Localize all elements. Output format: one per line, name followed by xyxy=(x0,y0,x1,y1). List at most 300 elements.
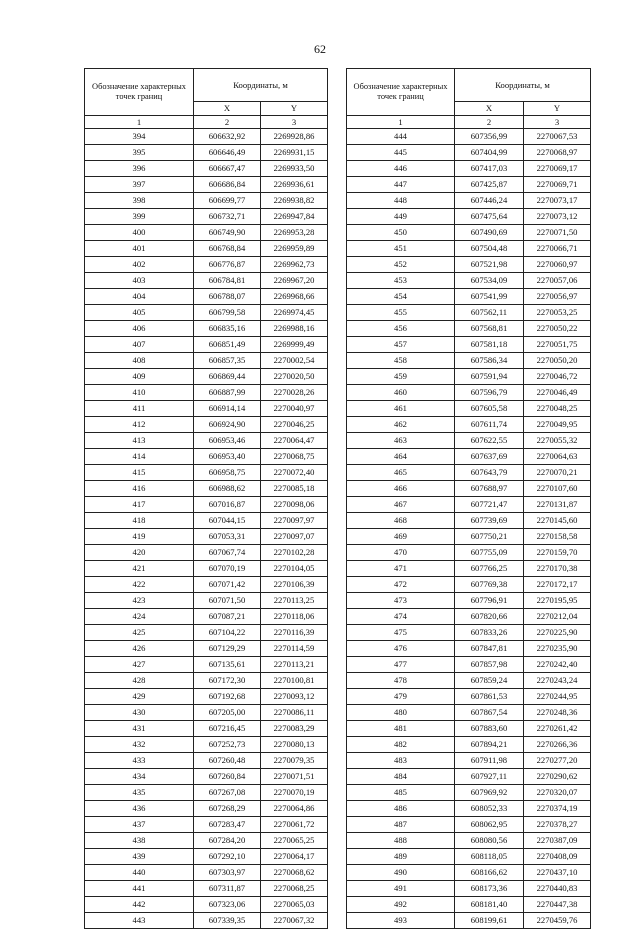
table-row xyxy=(347,737,591,753)
point-number-cell: 474 xyxy=(347,609,455,625)
table-row xyxy=(85,545,328,561)
point-number-cell: 439 xyxy=(85,849,194,865)
table-row xyxy=(85,305,328,321)
point-number-cell: 478 xyxy=(347,673,455,689)
x-coordinate-cell: 607883,60 xyxy=(455,721,524,737)
table-row xyxy=(85,625,328,641)
x-coordinate-cell: 608199,61 xyxy=(455,913,524,929)
table-row xyxy=(85,673,328,689)
y-coordinate-cell: 2270080,13 xyxy=(261,737,328,753)
point-number-cell: 409 xyxy=(85,369,194,385)
x-coordinate-cell: 607071,50 xyxy=(194,593,261,609)
table-row xyxy=(347,513,591,529)
y-coordinate-cell: 2270020,50 xyxy=(261,369,328,385)
table-row xyxy=(85,817,328,833)
point-number-cell: 442 xyxy=(85,897,194,913)
point-number-cell: 488 xyxy=(347,833,455,849)
x-coordinate-cell: 607766,25 xyxy=(455,561,524,577)
table-row xyxy=(347,449,591,465)
x-coordinate-cell: 607622,55 xyxy=(455,433,524,449)
y-coordinate-cell: 2270172,17 xyxy=(524,577,591,593)
point-number-cell: 473 xyxy=(347,593,455,609)
table-row xyxy=(347,337,591,353)
x-coordinate-cell: 606857,35 xyxy=(194,353,261,369)
header-point-designation: Обозначение характерных точек границ xyxy=(347,69,455,116)
y-coordinate-cell: 2269953,28 xyxy=(261,225,328,241)
y-coordinate-cell: 2269931,15 xyxy=(261,145,328,161)
table-row xyxy=(85,257,328,273)
table-row xyxy=(347,257,591,273)
y-coordinate-cell: 2269968,66 xyxy=(261,289,328,305)
point-number-cell: 419 xyxy=(85,529,194,545)
point-number-cell: 407 xyxy=(85,337,194,353)
y-coordinate-cell: 2270055,32 xyxy=(524,433,591,449)
y-coordinate-cell: 2270040,97 xyxy=(261,401,328,417)
x-coordinate-cell: 606732,71 xyxy=(194,209,261,225)
point-number-cell: 463 xyxy=(347,433,455,449)
point-number-cell: 491 xyxy=(347,881,455,897)
point-number-cell: 461 xyxy=(347,401,455,417)
y-coordinate-cell: 2269962,73 xyxy=(261,257,328,273)
x-coordinate-cell: 608118,05 xyxy=(455,849,524,865)
table-row xyxy=(347,561,591,577)
y-coordinate-cell: 2269974,45 xyxy=(261,305,328,321)
point-number-cell: 441 xyxy=(85,881,194,897)
y-coordinate-cell: 2270459,76 xyxy=(524,913,591,929)
table-row xyxy=(347,161,591,177)
point-number-cell: 476 xyxy=(347,641,455,657)
x-coordinate-cell: 607044,15 xyxy=(194,513,261,529)
y-coordinate-cell: 2270097,97 xyxy=(261,513,328,529)
table-row xyxy=(85,785,328,801)
point-number-cell: 436 xyxy=(85,801,194,817)
x-coordinate-cell: 607562,11 xyxy=(455,305,524,321)
table-row xyxy=(347,385,591,401)
point-number-cell: 422 xyxy=(85,577,194,593)
y-coordinate-cell: 2270104,05 xyxy=(261,561,328,577)
x-coordinate-cell: 607861,53 xyxy=(455,689,524,705)
header-coordinates: Координаты, м xyxy=(455,69,591,102)
y-coordinate-cell: 2270002,54 xyxy=(261,353,328,369)
table-row xyxy=(347,593,591,609)
x-coordinate-cell: 607739,69 xyxy=(455,513,524,529)
y-coordinate-cell: 2270068,75 xyxy=(261,449,328,465)
y-coordinate-cell: 2270145,60 xyxy=(524,513,591,529)
x-coordinate-cell: 607521,98 xyxy=(455,257,524,273)
point-number-cell: 448 xyxy=(347,193,455,209)
table-row xyxy=(347,849,591,865)
x-coordinate-cell: 607643,79 xyxy=(455,465,524,481)
point-number-cell: 453 xyxy=(347,273,455,289)
table-row xyxy=(85,241,328,257)
y-coordinate-cell: 2270070,21 xyxy=(524,465,591,481)
y-coordinate-cell: 2270067,32 xyxy=(261,913,328,929)
x-coordinate-cell: 606914,14 xyxy=(194,401,261,417)
y-coordinate-cell: 2269959,89 xyxy=(261,241,328,257)
point-number-cell: 430 xyxy=(85,705,194,721)
y-coordinate-cell: 2270060,97 xyxy=(524,257,591,273)
point-number-cell: 404 xyxy=(85,289,194,305)
point-number-cell: 462 xyxy=(347,417,455,433)
x-coordinate-cell: 606788,07 xyxy=(194,289,261,305)
header-y: Y xyxy=(261,102,328,116)
x-coordinate-cell: 606646,49 xyxy=(194,145,261,161)
table-row xyxy=(85,129,328,145)
table-row xyxy=(85,609,328,625)
y-coordinate-cell: 2270243,24 xyxy=(524,673,591,689)
x-coordinate-cell: 607688,97 xyxy=(455,481,524,497)
y-coordinate-cell: 2270170,38 xyxy=(524,561,591,577)
y-coordinate-cell: 2269988,16 xyxy=(261,321,328,337)
table-row xyxy=(347,369,591,385)
y-coordinate-cell: 2270068,97 xyxy=(524,145,591,161)
y-coordinate-cell: 2270046,72 xyxy=(524,369,591,385)
y-coordinate-cell: 2270079,35 xyxy=(261,753,328,769)
table-row xyxy=(85,913,328,929)
table-row xyxy=(347,785,591,801)
table-row xyxy=(347,481,591,497)
point-number-cell: 408 xyxy=(85,353,194,369)
x-coordinate-cell: 607796,91 xyxy=(455,593,524,609)
point-number-cell: 475 xyxy=(347,625,455,641)
point-number-cell: 440 xyxy=(85,865,194,881)
point-number-cell: 464 xyxy=(347,449,455,465)
x-coordinate-cell: 607252,73 xyxy=(194,737,261,753)
header-x: X xyxy=(455,102,524,116)
point-number-cell: 435 xyxy=(85,785,194,801)
point-number-cell: 396 xyxy=(85,161,194,177)
table-row xyxy=(347,801,591,817)
y-coordinate-cell: 2270071,51 xyxy=(261,769,328,785)
point-number-cell: 427 xyxy=(85,657,194,673)
x-coordinate-cell: 608166,62 xyxy=(455,865,524,881)
y-coordinate-cell: 2270248,36 xyxy=(524,705,591,721)
x-coordinate-cell: 607755,09 xyxy=(455,545,524,561)
x-coordinate-cell: 606686,84 xyxy=(194,177,261,193)
point-number-cell: 444 xyxy=(347,129,455,145)
table-row xyxy=(347,577,591,593)
x-coordinate-cell: 607605,58 xyxy=(455,401,524,417)
point-number-cell: 451 xyxy=(347,241,455,257)
table-row xyxy=(85,737,328,753)
y-coordinate-cell: 2269928,86 xyxy=(261,129,328,145)
point-number-cell: 401 xyxy=(85,241,194,257)
x-coordinate-cell: 607268,29 xyxy=(194,801,261,817)
y-coordinate-cell: 2270158,58 xyxy=(524,529,591,545)
table-row xyxy=(347,417,591,433)
header-col-number-2: 2 xyxy=(194,116,261,129)
table-row xyxy=(347,833,591,849)
x-coordinate-cell: 607339,35 xyxy=(194,913,261,929)
y-coordinate-cell: 2270212,04 xyxy=(524,609,591,625)
y-coordinate-cell: 2270097,07 xyxy=(261,529,328,545)
x-coordinate-cell: 607911,98 xyxy=(455,753,524,769)
point-number-cell: 446 xyxy=(347,161,455,177)
point-number-cell: 445 xyxy=(347,145,455,161)
x-coordinate-cell: 607611,74 xyxy=(455,417,524,433)
y-coordinate-cell: 2270093,12 xyxy=(261,689,328,705)
y-coordinate-cell: 2270066,71 xyxy=(524,241,591,257)
table-row xyxy=(85,385,328,401)
y-coordinate-cell: 2270277,20 xyxy=(524,753,591,769)
x-coordinate-cell: 607303,97 xyxy=(194,865,261,881)
point-number-cell: 417 xyxy=(85,497,194,513)
y-coordinate-cell: 2270083,29 xyxy=(261,721,328,737)
y-coordinate-cell: 2270440,83 xyxy=(524,881,591,897)
table-row xyxy=(347,241,591,257)
table-row xyxy=(347,465,591,481)
table-row xyxy=(347,689,591,705)
y-coordinate-cell: 2270242,40 xyxy=(524,657,591,673)
table-row xyxy=(347,321,591,337)
table-row xyxy=(85,497,328,513)
y-coordinate-cell: 2270387,09 xyxy=(524,833,591,849)
point-number-cell: 395 xyxy=(85,145,194,161)
point-number-cell: 432 xyxy=(85,737,194,753)
y-coordinate-cell: 2269947,84 xyxy=(261,209,328,225)
y-coordinate-cell: 2270261,42 xyxy=(524,721,591,737)
point-number-cell: 438 xyxy=(85,833,194,849)
table-row xyxy=(85,689,328,705)
table-row xyxy=(347,609,591,625)
y-coordinate-cell: 2270114,59 xyxy=(261,641,328,657)
x-coordinate-cell: 607260,48 xyxy=(194,753,261,769)
point-number-cell: 394 xyxy=(85,129,194,145)
table-row xyxy=(85,753,328,769)
table-row xyxy=(85,529,328,545)
point-number-cell: 405 xyxy=(85,305,194,321)
coordinates-table-left xyxy=(84,68,328,929)
table-row xyxy=(85,449,328,465)
y-coordinate-cell: 2269999,49 xyxy=(261,337,328,353)
table-row xyxy=(85,833,328,849)
point-number-cell: 455 xyxy=(347,305,455,321)
x-coordinate-cell: 607750,21 xyxy=(455,529,524,545)
x-coordinate-cell: 607417,03 xyxy=(455,161,524,177)
table-row xyxy=(85,561,328,577)
table-row xyxy=(85,577,328,593)
y-coordinate-cell: 2270069,71 xyxy=(524,177,591,193)
x-coordinate-cell: 606953,46 xyxy=(194,433,261,449)
y-coordinate-cell: 2269933,50 xyxy=(261,161,328,177)
point-number-cell: 449 xyxy=(347,209,455,225)
x-coordinate-cell: 606699,77 xyxy=(194,193,261,209)
y-coordinate-cell: 2270064,86 xyxy=(261,801,328,817)
table-row xyxy=(85,481,328,497)
table-row xyxy=(85,769,328,785)
point-number-cell: 415 xyxy=(85,465,194,481)
point-number-cell: 485 xyxy=(347,785,455,801)
x-coordinate-cell: 606953,40 xyxy=(194,449,261,465)
table-row xyxy=(85,177,328,193)
x-coordinate-cell: 607087,21 xyxy=(194,609,261,625)
point-number-cell: 431 xyxy=(85,721,194,737)
table-row xyxy=(85,289,328,305)
point-number-cell: 458 xyxy=(347,353,455,369)
y-coordinate-cell: 2270064,63 xyxy=(524,449,591,465)
point-number-cell: 412 xyxy=(85,417,194,433)
table-row xyxy=(85,641,328,657)
y-coordinate-cell: 2270408,09 xyxy=(524,849,591,865)
point-number-cell: 425 xyxy=(85,625,194,641)
header-col-number-3: 3 xyxy=(524,116,591,129)
x-coordinate-cell: 606851,49 xyxy=(194,337,261,353)
header-point-designation: Обозначение характерных точек границ xyxy=(85,69,194,116)
point-number-cell: 467 xyxy=(347,497,455,513)
table-row xyxy=(347,705,591,721)
table-row xyxy=(85,465,328,481)
table-row xyxy=(347,177,591,193)
x-coordinate-cell: 607490,69 xyxy=(455,225,524,241)
x-coordinate-cell: 606799,58 xyxy=(194,305,261,321)
table-row xyxy=(347,673,591,689)
point-number-cell: 472 xyxy=(347,577,455,593)
table-row xyxy=(85,881,328,897)
y-coordinate-cell: 2270067,53 xyxy=(524,129,591,145)
table-row xyxy=(347,913,591,929)
y-coordinate-cell: 2270065,03 xyxy=(261,897,328,913)
x-coordinate-cell: 607425,87 xyxy=(455,177,524,193)
x-coordinate-cell: 607568,81 xyxy=(455,321,524,337)
x-coordinate-cell: 607969,92 xyxy=(455,785,524,801)
point-number-cell: 443 xyxy=(85,913,194,929)
table-row xyxy=(347,865,591,881)
y-coordinate-cell: 2270244,95 xyxy=(524,689,591,705)
table-row xyxy=(347,753,591,769)
point-number-cell: 465 xyxy=(347,465,455,481)
point-number-cell: 400 xyxy=(85,225,194,241)
x-coordinate-cell: 606784,81 xyxy=(194,273,261,289)
y-coordinate-cell: 2270195,95 xyxy=(524,593,591,609)
x-coordinate-cell: 607323,06 xyxy=(194,897,261,913)
table-row xyxy=(85,337,328,353)
x-coordinate-cell: 607867,54 xyxy=(455,705,524,721)
point-number-cell: 456 xyxy=(347,321,455,337)
table-row xyxy=(85,593,328,609)
point-number-cell: 450 xyxy=(347,225,455,241)
y-coordinate-cell: 2269938,82 xyxy=(261,193,328,209)
y-coordinate-cell: 2270028,26 xyxy=(261,385,328,401)
x-coordinate-cell: 608062,95 xyxy=(455,817,524,833)
x-coordinate-cell: 606667,47 xyxy=(194,161,261,177)
table-row xyxy=(85,369,328,385)
point-number-cell: 434 xyxy=(85,769,194,785)
y-coordinate-cell: 2270071,50 xyxy=(524,225,591,241)
point-number-cell: 489 xyxy=(347,849,455,865)
table-row xyxy=(347,193,591,209)
point-number-cell: 406 xyxy=(85,321,194,337)
y-coordinate-cell: 2270046,49 xyxy=(524,385,591,401)
point-number-cell: 429 xyxy=(85,689,194,705)
point-number-cell: 411 xyxy=(85,401,194,417)
y-coordinate-cell: 2270050,22 xyxy=(524,321,591,337)
point-number-cell: 397 xyxy=(85,177,194,193)
x-coordinate-cell: 606768,84 xyxy=(194,241,261,257)
table-row xyxy=(85,433,328,449)
y-coordinate-cell: 2270068,25 xyxy=(261,881,328,897)
point-number-cell: 479 xyxy=(347,689,455,705)
header-coordinates: Координаты, м xyxy=(194,69,328,102)
x-coordinate-cell: 607475,64 xyxy=(455,209,524,225)
x-coordinate-cell: 607446,24 xyxy=(455,193,524,209)
y-coordinate-cell: 2270102,28 xyxy=(261,545,328,561)
x-coordinate-cell: 607859,24 xyxy=(455,673,524,689)
x-coordinate-cell: 607894,21 xyxy=(455,737,524,753)
table-row xyxy=(85,801,328,817)
y-coordinate-cell: 2270073,12 xyxy=(524,209,591,225)
x-coordinate-cell: 606924,90 xyxy=(194,417,261,433)
x-coordinate-cell: 607356,99 xyxy=(455,129,524,145)
x-coordinate-cell: 607833,26 xyxy=(455,625,524,641)
x-coordinate-cell: 607104,22 xyxy=(194,625,261,641)
table-row xyxy=(347,897,591,913)
y-coordinate-cell: 2270070,19 xyxy=(261,785,328,801)
y-coordinate-cell: 2270290,62 xyxy=(524,769,591,785)
table-row xyxy=(85,161,328,177)
x-coordinate-cell: 607071,42 xyxy=(194,577,261,593)
point-number-cell: 457 xyxy=(347,337,455,353)
point-number-cell: 447 xyxy=(347,177,455,193)
x-coordinate-cell: 606776,87 xyxy=(194,257,261,273)
table-row xyxy=(85,401,328,417)
x-coordinate-cell: 607216,45 xyxy=(194,721,261,737)
x-coordinate-cell: 606749,90 xyxy=(194,225,261,241)
x-coordinate-cell: 606988,62 xyxy=(194,481,261,497)
y-coordinate-cell: 2270235,90 xyxy=(524,641,591,657)
point-number-cell: 421 xyxy=(85,561,194,577)
point-number-cell: 493 xyxy=(347,913,455,929)
point-number-cell: 470 xyxy=(347,545,455,561)
point-number-cell: 490 xyxy=(347,865,455,881)
table-row xyxy=(85,657,328,673)
y-coordinate-cell: 2270085,18 xyxy=(261,481,328,497)
point-number-cell: 428 xyxy=(85,673,194,689)
table-row xyxy=(347,881,591,897)
table-row xyxy=(85,225,328,241)
table-row xyxy=(85,897,328,913)
point-number-cell: 433 xyxy=(85,753,194,769)
y-coordinate-cell: 2270131,87 xyxy=(524,497,591,513)
y-coordinate-cell: 2270437,10 xyxy=(524,865,591,881)
table-row xyxy=(347,145,591,161)
x-coordinate-cell: 607769,38 xyxy=(455,577,524,593)
coordinates-table-right xyxy=(346,68,591,929)
table-body xyxy=(347,129,591,929)
point-number-cell: 481 xyxy=(347,721,455,737)
x-coordinate-cell: 607016,87 xyxy=(194,497,261,513)
y-coordinate-cell: 2270098,06 xyxy=(261,497,328,513)
x-coordinate-cell: 607135,61 xyxy=(194,657,261,673)
point-number-cell: 460 xyxy=(347,385,455,401)
point-number-cell: 423 xyxy=(85,593,194,609)
y-coordinate-cell: 2270050,20 xyxy=(524,353,591,369)
point-number-cell: 471 xyxy=(347,561,455,577)
point-number-cell: 486 xyxy=(347,801,455,817)
table-row xyxy=(347,433,591,449)
x-coordinate-cell: 607927,11 xyxy=(455,769,524,785)
table-row xyxy=(347,641,591,657)
x-coordinate-cell: 608080,56 xyxy=(455,833,524,849)
y-coordinate-cell: 2270113,21 xyxy=(261,657,328,673)
x-coordinate-cell: 608181,40 xyxy=(455,897,524,913)
x-coordinate-cell: 608173,36 xyxy=(455,881,524,897)
point-number-cell: 414 xyxy=(85,449,194,465)
table-row xyxy=(347,497,591,513)
y-coordinate-cell: 2270225,90 xyxy=(524,625,591,641)
x-coordinate-cell: 607067,74 xyxy=(194,545,261,561)
y-coordinate-cell: 2270100,81 xyxy=(261,673,328,689)
point-number-cell: 420 xyxy=(85,545,194,561)
